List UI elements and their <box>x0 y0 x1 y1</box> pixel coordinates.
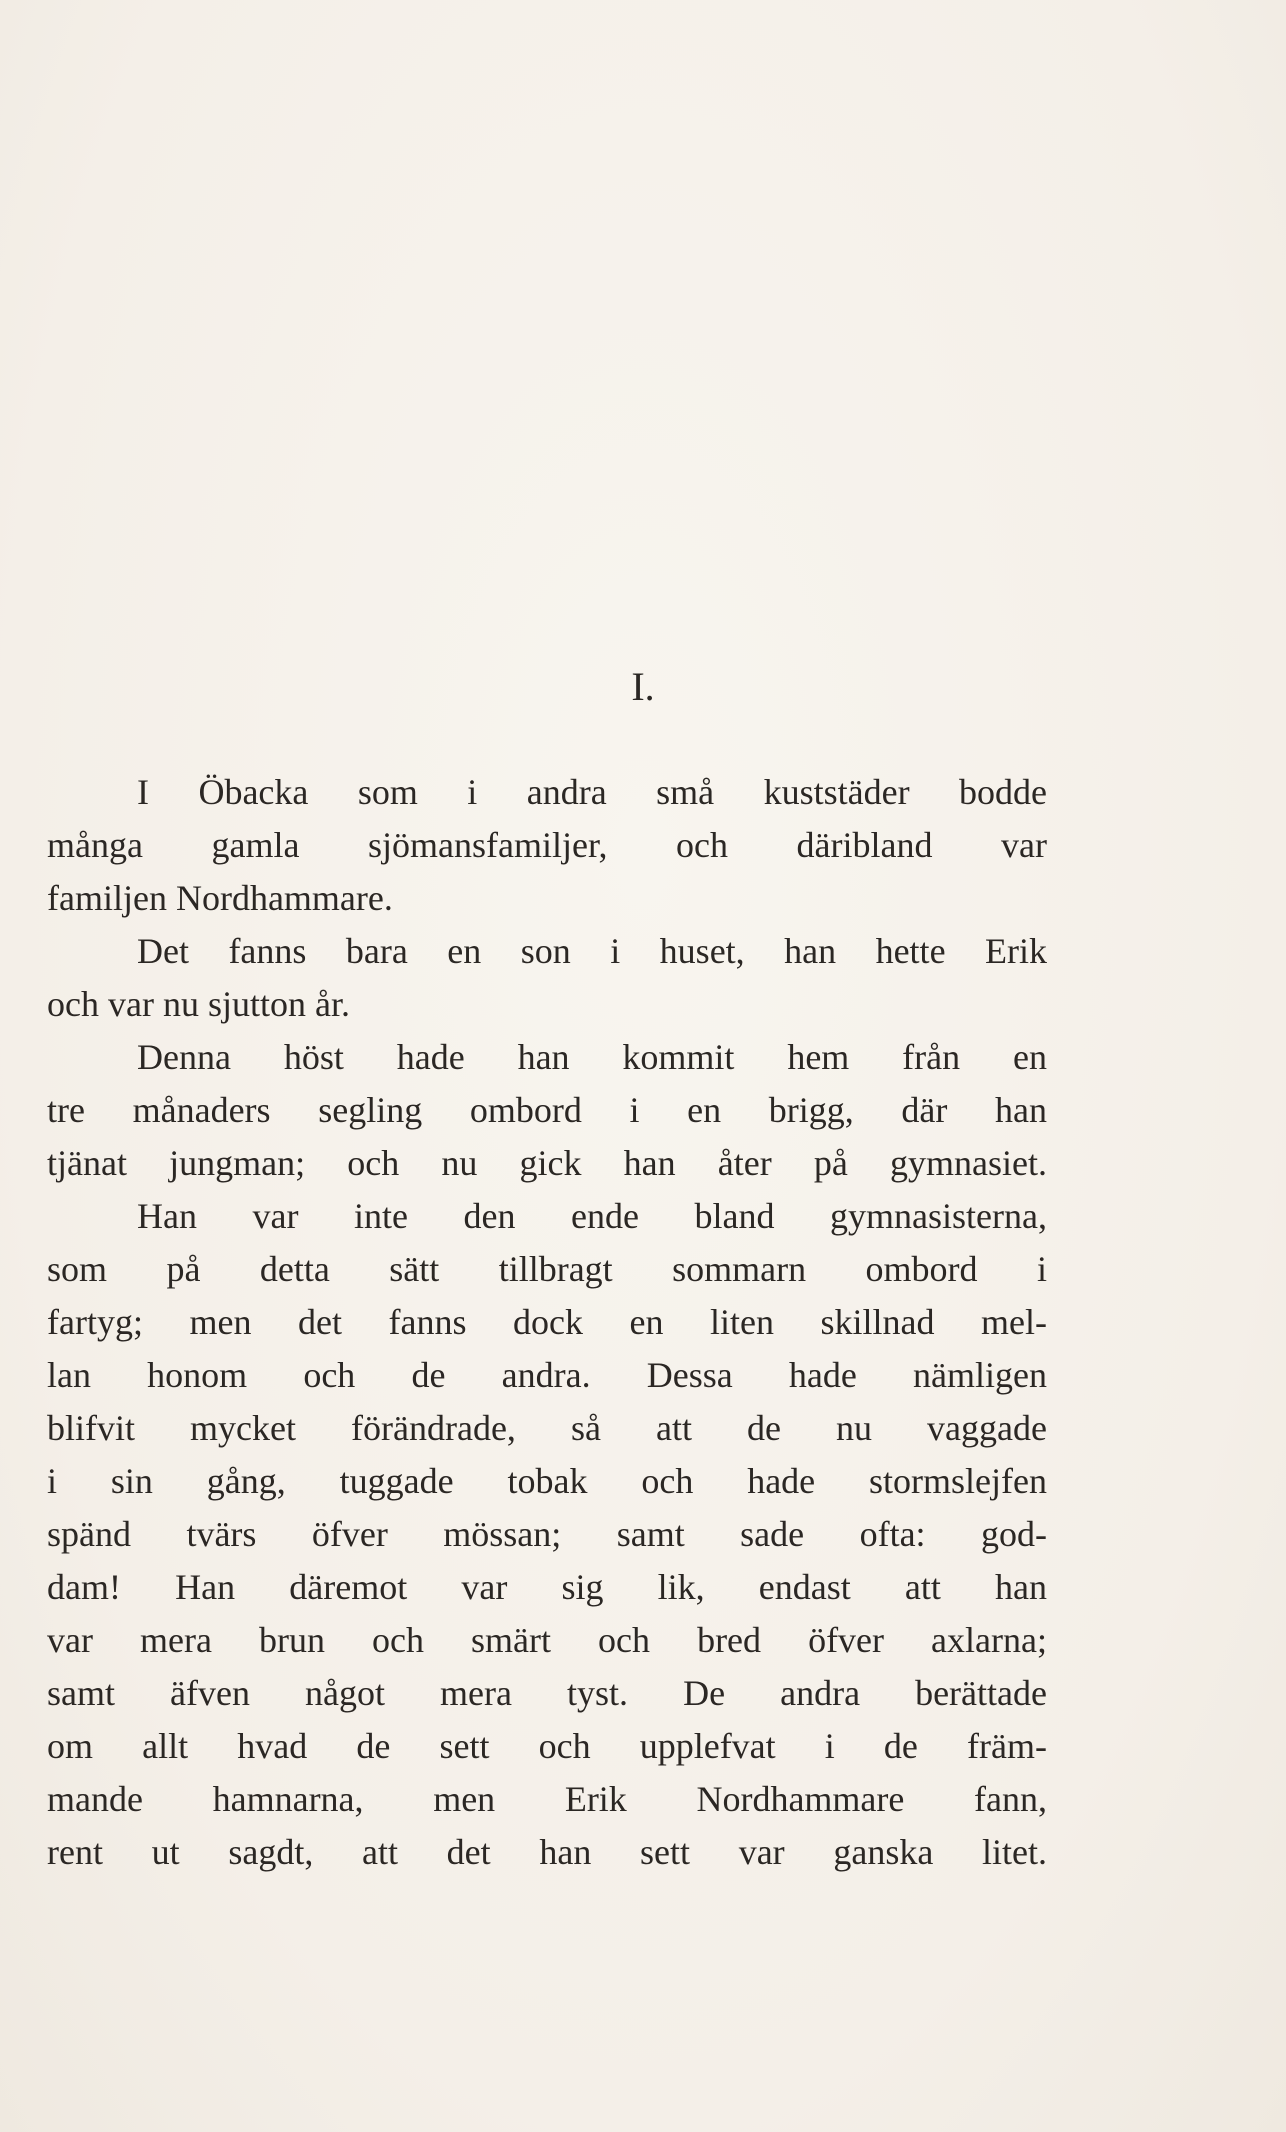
text-line: om allt hvad de sett och upplefvat i de främ- <box>47 1726 1047 1766</box>
text-line: var mera brun och smärt och bred öfver axlarna; <box>47 1620 1047 1660</box>
text-line: många gamla sjömansfamiljer, och däribland var <box>47 825 1047 865</box>
text-line: familjen Nordhammare. <box>47 878 393 918</box>
text-line: samt äfven något mera tyst. De andra berättade <box>47 1673 1047 1713</box>
text-line: dam! Han däremot var sig lik, endast att han <box>47 1567 1047 1607</box>
chapter-heading: I. <box>631 664 655 709</box>
text-line: som på detta sätt tillbragt sommarn ombord i <box>47 1249 1047 1289</box>
text-line: mande hamnarna, men Erik Nordhammare fann, <box>47 1779 1047 1819</box>
text-line: rent ut sagdt, att det han sett var ganska litet. <box>47 1832 1047 1872</box>
text-line: fartyg; men det fanns dock en liten skillnad mel- <box>47 1302 1047 1342</box>
text-line: Han var inte den ende bland gymnasisterna, <box>137 1196 1047 1236</box>
text-line: blifvit mycket förändrade, så att de nu vaggade <box>47 1408 1047 1448</box>
text-line: i sin gång, tuggade tobak och hade stormslejfen <box>47 1461 1047 1501</box>
text-line: tre månaders segling ombord i en brigg, där han <box>47 1090 1047 1130</box>
text-line: tjänat jungman; och nu gick han åter på gymnasiet. <box>47 1143 1047 1183</box>
text-line: lan honom och de andra. Dessa hade nämligen <box>47 1355 1047 1395</box>
text-line: spänd tvärs öfver mössan; samt sade ofta: god- <box>47 1514 1047 1554</box>
text-line: Denna höst hade han kommit hem från en <box>137 1037 1047 1077</box>
text-line: Det fanns bara en son i huset, han hette Erik <box>137 931 1047 971</box>
body-text <box>47 766 1047 1879</box>
text-line: och var nu sjutton år. <box>47 984 350 1024</box>
text-line: I Öbacka som i andra små kuststäder bodde <box>137 772 1047 812</box>
